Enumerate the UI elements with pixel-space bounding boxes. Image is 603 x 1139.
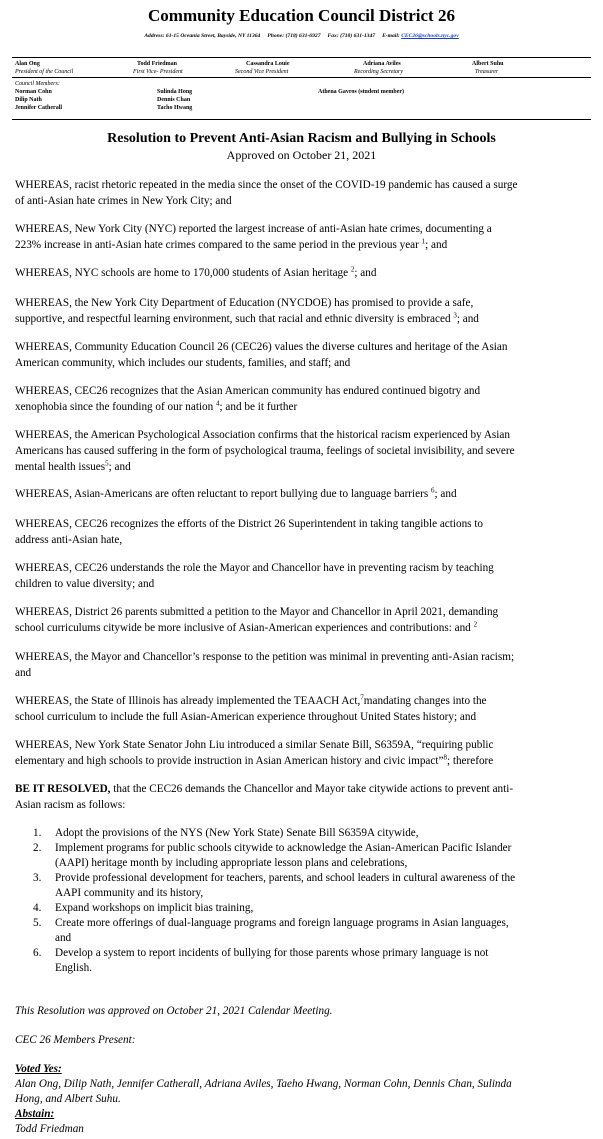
clause-line: WHEREAS, District 26 parents submitted a petition to the Mayor and Chancellor in April 2021, demanding: [15, 606, 499, 618]
clause-line: WHEREAS, the Mayor and Chancellor’s response to the petition was minimal in preventing anti-Asian racism;: [15, 651, 515, 663]
fax-text: (718) 631-1347: [340, 33, 376, 39]
member-name: Sulinda Hong: [157, 89, 193, 95]
board-divider: [12, 77, 591, 78]
whereas-clause: [15, 516, 595, 548]
list-item: 1. Adopt the provisions of the NYS (New York State) Senate Bill S6359A citywide,: [33, 827, 419, 839]
list-item: 3. Provide professional development for teachers, parents, and school leaders in cultural awareness of the: [33, 872, 516, 884]
member-name: Dilip Nath: [15, 97, 42, 103]
whereas-clause: [15, 427, 595, 475]
voted-yes-names: Alan Ong, Dilip Nath, Jennifer Catherall, Adriana Aviles, Taeho Hwang, Norman Cohn, Dennis Chan, Sulinda: [15, 1078, 512, 1090]
contact-line: [0, 33, 603, 39]
clause-line: of anti-Asian hate crimes in New York City; and: [15, 195, 232, 207]
clause-line: and: [15, 667, 32, 679]
officer-role: President of the Council: [15, 69, 74, 75]
clause-line: WHEREAS, the American Psychological Association confirms that the historical racism experienced by Asian: [15, 429, 510, 441]
clause-line: mental health issues$^5$; and: [15, 459, 131, 473]
clause-line: Americans has caused suffering in the form of psychological trauma, feelings of societal invisibility, and severe: [15, 445, 515, 457]
clause-line: WHEREAS, NYC schools are home to 170,000 students of Asian heritage $^2$; and: [15, 265, 377, 279]
resolved-label: BE IT RESOLVED,: [15, 783, 111, 795]
fax-label: Fax:: [327, 33, 339, 39]
list-item-continuation: English.: [55, 962, 92, 974]
address-label: Address:: [144, 33, 165, 39]
phone-label: Phone:: [267, 33, 285, 39]
list-item: 4. Expand workshops on implicit bias training,: [33, 902, 254, 914]
clause-line: WHEREAS, CEC26 understands the role the Mayor and Chancellor have in preventing racism by teaching: [15, 562, 494, 574]
clause-line: children to value diversity; and: [15, 578, 155, 590]
clause-line: WHEREAS, CEC26 recognizes the efforts of the District 26 Superintendent in taking tangible actions to: [15, 518, 484, 530]
clause-line: xenophobia since the founding of our nation $^4$; and be it further: [15, 399, 298, 413]
list-item-continuation: and: [55, 932, 72, 944]
member-name: Jennifer Catherall: [15, 105, 63, 111]
officer-role: Recording Secretary: [354, 69, 404, 75]
resolved-clause: [15, 781, 595, 813]
officer-role: Treasurer: [475, 69, 499, 75]
council-board: [12, 57, 591, 120]
officer-name: Albert Suhu: [472, 61, 504, 67]
clause-line: WHEREAS, Community Education Council 26 (CEC26) values the diverse cultures and heritage of the Asian: [15, 341, 508, 353]
whereas-clause: [15, 177, 595, 209]
whereas-clause: [15, 649, 595, 681]
whereas-clause: [15, 560, 595, 592]
officer-name: Todd Friedman: [137, 61, 177, 67]
clause-line: school curriculum to include the full Asian-American experience throughout United States history; and: [15, 711, 477, 723]
officer-name: Alan Ong: [15, 61, 40, 67]
clause-line: BE IT RESOLVED, that the CEC26 demands the Chancellor and Mayor take citywide actions to prevent anti-: [15, 783, 514, 795]
clause-line: WHEREAS, New York City (NYC) reported the largest increase of anti-Asian hate crimes, documenting a: [15, 223, 492, 235]
whereas-clause: [15, 221, 595, 253]
officer-name: Cassandra Louie: [246, 61, 290, 67]
phone-text: (718) 631-6927: [285, 33, 321, 39]
email-label: E-mail:: [382, 33, 400, 39]
whereas-clause: [15, 295, 595, 327]
list-item-continuation: (AAPI) heritage month by including appropriate lesson plans and celebrations,: [55, 857, 408, 869]
member-name: Norman Cohn: [15, 89, 52, 95]
clause-line: Asian racism as follows:: [15, 799, 126, 811]
member-name: Tacho Hwang: [157, 105, 193, 111]
list-item: 6. Develop a system to report incidents of bullying for those parents whose primary language is not: [33, 947, 489, 959]
abstain-names: Todd Friedman: [15, 1123, 84, 1135]
member-name: Athena Gavros (student member): [318, 89, 405, 95]
whereas-clause: [15, 737, 595, 769]
council-title: Community Education Council District 26: [148, 6, 455, 25]
officer-name: Adriana Aviles: [363, 61, 401, 67]
clause-line: WHEREAS, CEC26 recognizes that the Asian American community has endured continued bigotry and: [15, 385, 481, 397]
whereas-clause: [15, 383, 595, 415]
whereas-clause: [15, 604, 595, 636]
clause-line: 223% increase in anti-Asian hate crimes compared to the same period in the previous year $^1$; and: [15, 237, 448, 251]
officer-role: Second Vice President: [235, 69, 289, 75]
clause-line: WHEREAS, the State of Illinois has already implemented the TEAACH Act,$^7$mandating changes into the: [15, 693, 487, 707]
members-label: Council Members:: [15, 81, 60, 87]
clause-line: WHEREAS, Asian-Americans are often reluctant to report bullying due to language barriers $^6$; and: [15, 486, 457, 500]
approval-note: This Resolution was approved on October 21, 2021 Calendar Meeting.: [15, 1005, 333, 1017]
clause-line: school curriculums citywide be more inclusive of Asian-American experiences and contributions: and $^2$: [15, 620, 478, 634]
address-text: 61-15 Oceania Street, Bayside, NY 11364: [165, 33, 261, 39]
whereas-clause: [15, 265, 595, 281]
whereas-clause: [15, 339, 595, 371]
abstain-label: Abstain:: [15, 1108, 55, 1120]
officer-role: First Vice- President: [133, 69, 183, 75]
email-link[interactable]: CEC26@schools.nyc.gov: [401, 33, 459, 39]
clause-line: elementary and high schools to provide instruction in Asian American history and civic impact”$^8$; therefore: [15, 753, 494, 767]
whereas-clause: [15, 486, 595, 502]
clause-line: WHEREAS, racist rhetoric repeated in the media since the onset of the COVID-19 pandemic has caused a surge: [15, 179, 518, 191]
list-item: 5. Create more offerings of dual-language programs and foreign language programs in Asian languages,: [33, 917, 509, 929]
list-item-continuation: AAPI community and its history,: [55, 887, 204, 899]
member-name: Dennis Chan: [157, 97, 191, 103]
clause-line: address anti-Asian hate,: [15, 534, 123, 546]
voted-yes-label: Voted Yes:: [15, 1063, 62, 1075]
clause-line: WHEREAS, the New York City Department of Education (NYCDOE) has promised to provide a safe,: [15, 297, 474, 309]
resolution-title: Resolution to Prevent Anti-Asian Racism and Bullying in Schools: [107, 131, 496, 146]
resolution-subtitle: Approved on October 21, 2021: [226, 148, 377, 162]
clause-line: WHEREAS, New York State Senator John Liu introduced a similar Senate Bill, S6359A, “requiring public: [15, 739, 494, 751]
list-item: 2. Implement programs for public schools citywide to acknowledge the Asian-American Pacific Islander: [33, 842, 512, 854]
whereas-clause: [15, 693, 595, 725]
clause-line: American community, which includes our students, families, and staff; and: [15, 357, 351, 369]
voted-yes-names-cont: Hong, and Albert Suhu.: [15, 1093, 121, 1105]
clause-line: supportive, and respectful learning environment, such that racial and ethnic diversity is embraced $^3$; and: [15, 311, 479, 325]
members-present-label: CEC 26 Members Present:: [15, 1034, 136, 1046]
